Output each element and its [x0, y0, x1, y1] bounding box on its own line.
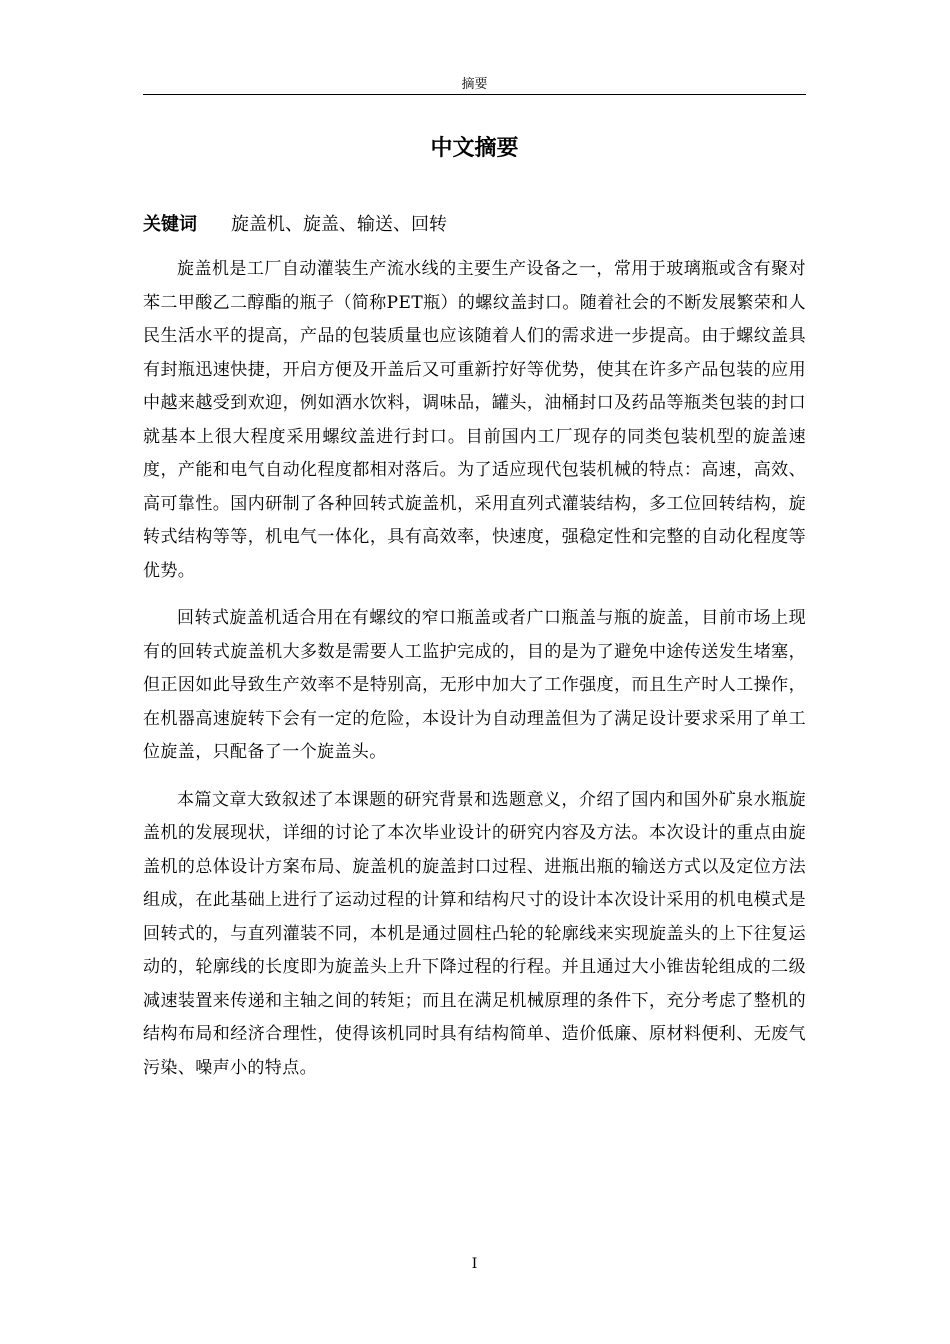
- abstract-paragraph-2: 回转式旋盖机适合用在有螺纹的窄口瓶盖或者广口瓶盖与瓶的旋盖，目前市场上现有的回转式旋盖机大多数是需要人工监护完成的，目的是为了避免中途传送发生堵塞，但正因如此导致生产效率不是特别高，无形中加大了工作强度，而且生产时人工操作，在机器高速旋转下会有一定的危险，本设计为自动理盖但为了满足设计要求采用了单工位旋盖，只配备了一个旋盖头。: [143, 608, 806, 762]
- page-number: I: [471, 1256, 478, 1272]
- page-title: 中文摘要: [430, 136, 519, 161]
- header-rule: [143, 94, 806, 95]
- keywords-label: 关键词: [143, 214, 197, 235]
- keywords-line: [143, 211, 806, 239]
- running-header: 摘要: [461, 77, 488, 92]
- abstract-paragraph-1: 旋盖机是工厂自动灌装生产流水线的主要生产设备之一，常用于玻璃瓶或含有聚对苯二甲酸乙二醇酯的瓶子（简称PET瓶）的螺纹盖封口。随着社会的不断发展繁荣和人民生活水平的提高，产品的包装质量也应该随着人们的需求进一步提高。由于螺纹盖具有封瓶迅速快捷，开启方便及开盖后又可重新拧好等优势，使其在许多产品包装的应用中越来越受到欢迎，例如酒水饮料，调味品，罐头，油桶封口及药品等瓶类包装的封口就基本上很大程度采用螺纹盖进行封口。目前国内工厂现存的同类包装机型的旋盖速度，产能和电气自动化程度都相对落后。为了适应现代包装机械的特点：高速，高效、高可靠性。国内研制了各种回转式旋盖机，采用直列式灌装结构，多工位回转结构，旋转式结构等等，机电气一体化，具有高效率，快速度，强稳定性和完整的自动化程度等优势。: [143, 259, 806, 581]
- abstract-body: [143, 253, 806, 1099]
- abstract-paragraph-3: 本篇文章大致叙述了本课题的研究背景和选题意义，介绍了国内和国外矿泉水瓶旋盖机的发展现状，详细的讨论了本次毕业设计的研究内容及方法。本次设计的重点由旋盖机的总体设计方案布局、旋盖机的旋盖封口过程、进瓶出瓶的输送方式以及定位方法组成，在此基础上进行了运动过程的计算和结构尺寸的设计本次设计采用的机电模式是回转式的，与直列灌装不同，本机是通过圆柱凸轮的轮廓线来实现旋盖头的上下往复运动的，轮廓线的长度即为旋盖头上升下降过程的行程。并且通过大小锥齿轮组成的二级减速装置来传递和主轴之间的转矩；而且在满足机械原理的条件下，充分考虑了整机的结构布局和经济合理性，使得该机同时具有结构简单、造价低廉、原材料便利、无废气污染、噪声小的特点。: [143, 789, 806, 1078]
- keywords-value: 旋盖机、旋盖、输送、回转: [231, 214, 447, 235]
